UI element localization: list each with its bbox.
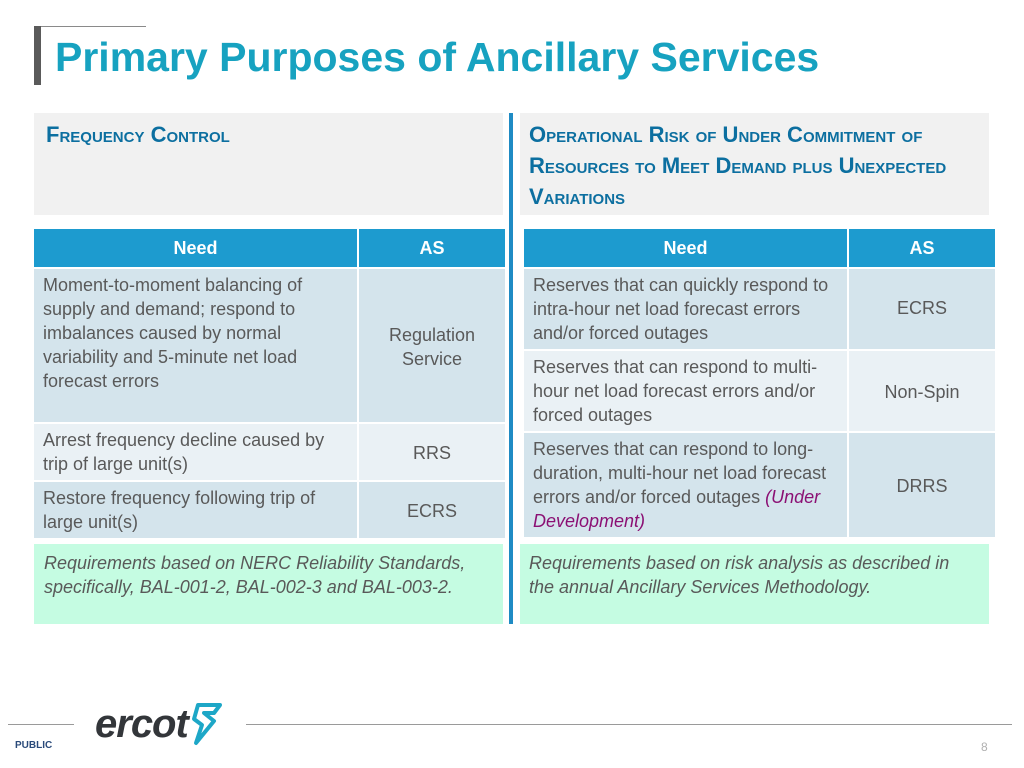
footer-rule-right: [246, 724, 1012, 725]
classification-label: PUBLIC: [15, 740, 53, 751]
table-row: [33, 423, 506, 481]
ercot-logo: [95, 698, 224, 750]
footer-rule-left: [8, 724, 74, 725]
page-number: 8: [981, 740, 988, 754]
table-header-row: [33, 228, 506, 268]
frequency-control-table: [32, 227, 507, 540]
as-cell: ECRS: [848, 268, 996, 350]
logo-wordmark: ercot: [95, 701, 188, 746]
operational-risk-table: [522, 227, 997, 539]
need-cell: Arrest frequency decline caused by trip of large unit(s): [33, 423, 358, 481]
need-cell: [523, 432, 848, 538]
as-cell: RRS: [358, 423, 506, 481]
table-row: [523, 432, 996, 538]
need-cell: Moment-to-moment balancing of supply and demand; respond to imbalances caused by normal variability and 5-minute net load forecast errors: [33, 268, 358, 423]
column-header-as: AS: [358, 228, 506, 268]
table-row: [523, 268, 996, 350]
need-cell: Restore frequency following trip of large unit(s): [33, 481, 358, 539]
title-rule: [34, 26, 146, 27]
column-header-as: AS: [848, 228, 996, 268]
left-requirements-note: Requirements based on NERC Reliability Standards, specifically, BAL-001-2, BAL-002-3 and BAL-003-2.: [34, 544, 503, 624]
column-header-need: Need: [523, 228, 848, 268]
need-text: Reserves that can respond to long-duration, multi-hour net load forecast errors and/or forced outages: [533, 439, 827, 507]
as-cell: DRRS: [848, 432, 996, 538]
right-requirements-note: Requirements based on risk analysis as described in the annual Ancillary Services Methodology.: [520, 544, 989, 624]
table-header-row: [523, 228, 996, 268]
table-row: [523, 350, 996, 432]
page-title: Primary Purposes of Ancillary Services: [55, 34, 820, 80]
right-heading: Operational Risk of Under Commitment of Resources to Meet Demand plus Unexpected Variations: [520, 113, 989, 215]
under-development-tag: (Under Development): [533, 487, 821, 531]
as-cell: Non-Spin: [848, 350, 996, 432]
table-row: [33, 481, 506, 539]
as-cell: ECRS: [358, 481, 506, 539]
lightning-bolt-icon: [190, 701, 224, 747]
need-cell: Reserves that can respond to multi-hour net load forecast errors and/or forced outages: [523, 350, 848, 432]
left-heading: Frequency Control: [34, 113, 503, 215]
need-cell: Reserves that can quickly respond to intra-hour net load forecast errors and/or forced outages: [523, 268, 848, 350]
column-divider: [509, 113, 513, 624]
table-row: [33, 268, 506, 423]
title-accent-bar: [34, 26, 41, 85]
as-cell: Regulation Service: [358, 268, 506, 423]
column-header-need: Need: [33, 228, 358, 268]
